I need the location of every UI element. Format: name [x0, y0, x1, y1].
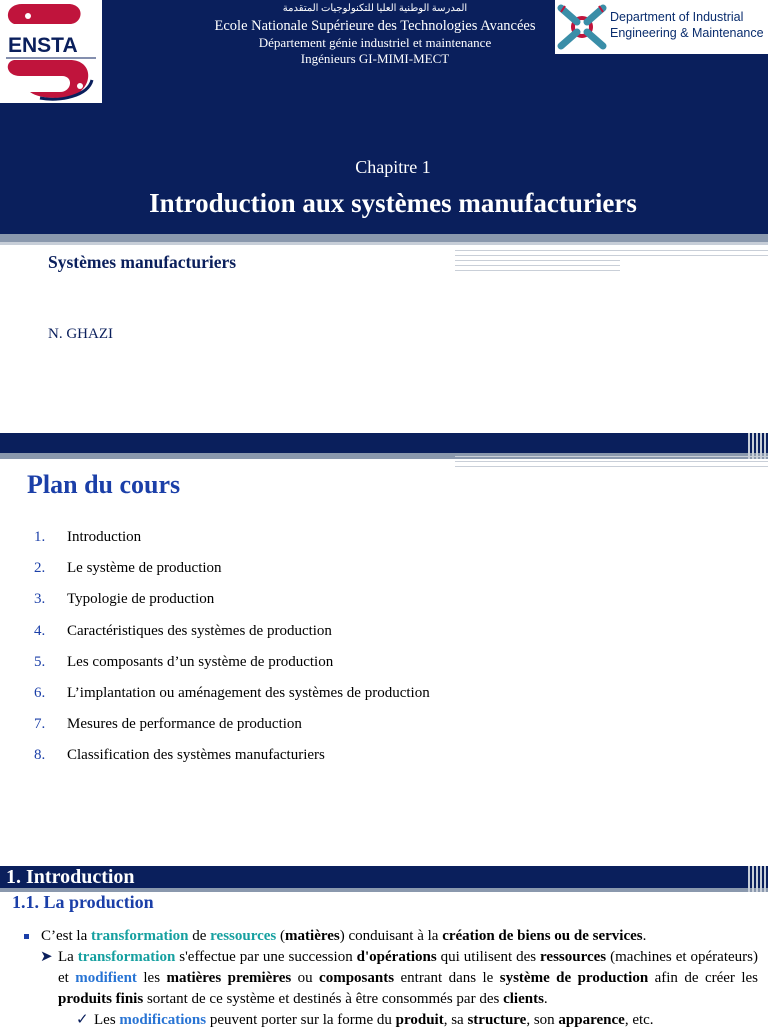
- decorative-lines: [455, 250, 768, 275]
- outline-item: [34, 623, 430, 654]
- outline-item-label: Le système de production: [67, 560, 222, 577]
- outline-item-number: 3.: [34, 591, 46, 608]
- gear-cross-icon: [557, 2, 607, 52]
- outline-header-bar: [0, 433, 768, 453]
- outline-item: [34, 747, 430, 778]
- ensta-logo-graphic: [0, 0, 102, 103]
- outline-item-label: L’implantation ou aménagement des systèmes de production: [67, 684, 430, 701]
- chapter-label: Chapitre 1: [355, 157, 431, 177]
- outline-item-number: 6.: [34, 684, 46, 701]
- outline-item: [34, 685, 430, 716]
- outline-list: [34, 529, 430, 779]
- check-bullet-icon: ✓: [76, 1012, 89, 1028]
- title-slide: [0, 0, 768, 433]
- outline-item-number: 5.: [34, 653, 46, 670]
- sub-bullet-text: La transformation s'effectue par une succession d'opérations qui utilisent des ressources (machines et opérateurs) et modifient les matières premières ou composants entrant dans le système de production afin de créer les produits finis sortant de ce système et destinés à être consommés par des clients.: [58, 949, 758, 1007]
- outline-item: [34, 529, 430, 560]
- outline-item: [34, 560, 430, 591]
- square-bullet-icon: [24, 934, 29, 939]
- sub-sub-bullet-text: Les modifications peuvent porter sur la forme du produit, sa structure, son apparence, etc.: [94, 1012, 654, 1028]
- department-logo-line2: Engineering & Maintenance: [610, 26, 764, 40]
- subtitle: Systèmes manufacturiers: [48, 252, 237, 272]
- subsection-title: 1.1. La production: [12, 892, 154, 912]
- introduction-slide: [0, 866, 768, 1028]
- outline-item: [34, 591, 430, 622]
- outline-item-label: Caractéristiques des systèmes de production: [67, 622, 332, 639]
- outline-item-label: Introduction: [67, 529, 142, 545]
- decorative-stripes: [746, 866, 768, 892]
- outline-item: [34, 654, 430, 685]
- outline-item-label: Mesures de performance de production: [67, 716, 302, 733]
- sub-sub-bullet-item: [76, 1010, 764, 1031]
- school-name-arabic: المدرسة الوطنية العليا للتكنولوجيات المتقدمة: [282, 3, 468, 14]
- divider-band-light: [0, 242, 768, 245]
- department-name: Département génie industriel et maintenance: [258, 35, 492, 50]
- department-logo-text: [610, 9, 764, 41]
- department-logo-line1: Department of Industrial: [610, 10, 744, 24]
- outline-item-number: 8.: [34, 747, 46, 764]
- programs-line: Ingénieurs GI-MIMI-MECT: [300, 51, 450, 66]
- slide-body: [24, 926, 764, 1031]
- svg-text:ENSTA: ENSTA: [8, 34, 78, 57]
- bullet-item: [24, 926, 764, 947]
- outline-item-number: 4.: [34, 622, 46, 639]
- outline-item-number: 1.: [34, 529, 46, 545]
- school-name: Ecole Nationale Supérieure des Technologies Avancées: [214, 18, 536, 34]
- outline-item-label: Classification des systèmes manufacturiers: [67, 747, 325, 764]
- outline-item-number: 7.: [34, 716, 46, 733]
- outline-item-number: 2.: [34, 560, 46, 577]
- outline-title: Plan du cours: [27, 470, 181, 499]
- bullet-text: C’est la transformation de ressources (matières) conduisant à la création de biens ou de services.: [41, 928, 647, 944]
- divider-band: [0, 234, 768, 242]
- outline-slide: [0, 433, 768, 866]
- section-title: 1. Introduction: [6, 866, 135, 888]
- slide-title: Introduction aux systèmes manufacturiers: [149, 188, 637, 218]
- ensta-logo: [0, 0, 102, 103]
- outline-item-label: Les composants d’un système de production: [67, 653, 334, 670]
- outline-item: [34, 716, 430, 747]
- sub-bullet-item: [40, 947, 764, 1010]
- author-name: N. GHAZI: [48, 326, 113, 342]
- decorative-lines: [455, 456, 768, 471]
- arrow-bullet-icon: ➤: [40, 949, 53, 965]
- department-logo: [555, 0, 768, 54]
- outline-item-label: Typologie de production: [67, 591, 215, 608]
